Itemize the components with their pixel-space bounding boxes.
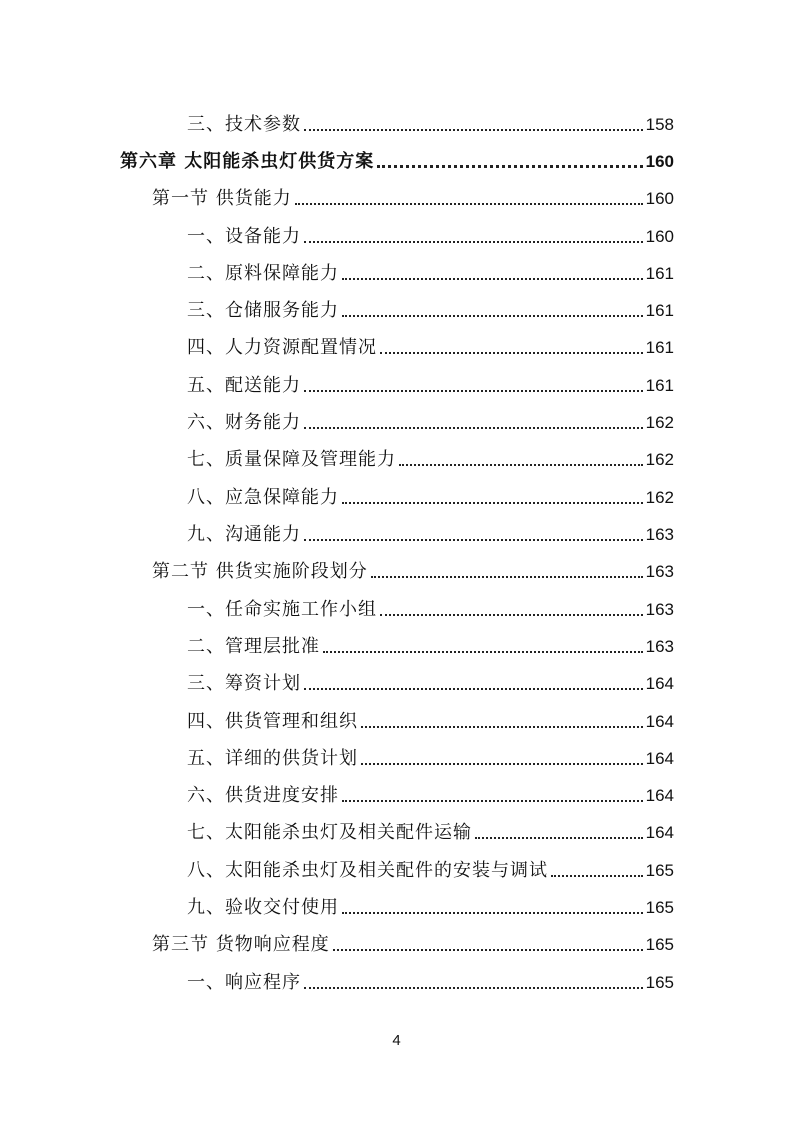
toc-entry-page: 163 bbox=[645, 562, 674, 581]
toc-leader-dots bbox=[380, 614, 643, 616]
toc-leader-dots bbox=[380, 352, 643, 354]
toc-entry[interactable] bbox=[187, 401, 674, 435]
toc-entry-title: 九、验收交付使用 bbox=[187, 897, 339, 918]
toc-leader-dots bbox=[333, 949, 643, 951]
toc-entry-page: 161 bbox=[645, 376, 674, 395]
toc-entry[interactable] bbox=[187, 961, 674, 995]
toc-entry-title: 第六章 太阳能杀虫灯供货方案 bbox=[120, 151, 375, 172]
toc-entry-title: 第三节 货物响应程度 bbox=[152, 934, 330, 955]
toc-entry[interactable] bbox=[187, 662, 674, 696]
toc-leader-dots bbox=[342, 800, 643, 802]
toc-entry-page: 161 bbox=[645, 338, 674, 357]
toc-entry-title: 一、设备能力 bbox=[187, 226, 301, 247]
toc-entry[interactable] bbox=[187, 476, 674, 510]
toc-entry-page: 165 bbox=[645, 973, 674, 992]
toc-entry-title: 九、沟通能力 bbox=[187, 524, 301, 545]
toc-entry-title: 第一节 供货能力 bbox=[152, 188, 292, 209]
toc-entry[interactable] bbox=[187, 364, 674, 398]
toc-entry-page: 162 bbox=[645, 488, 674, 507]
toc-leader-dots bbox=[342, 912, 643, 914]
toc-entry-page: 161 bbox=[645, 264, 674, 283]
toc-entry[interactable] bbox=[187, 289, 674, 323]
toc-entry-title: 四、供货管理和组织 bbox=[187, 711, 358, 732]
toc-leader-dots bbox=[371, 576, 643, 578]
toc-leader-dots bbox=[304, 539, 643, 541]
toc-entry[interactable] bbox=[187, 886, 674, 920]
toc-entry-page: 160 bbox=[645, 227, 674, 246]
toc-entry-title: 八、太阳能杀虫灯及相关配件的安装与调试 bbox=[187, 860, 548, 881]
toc-entry[interactable] bbox=[187, 774, 674, 808]
toc-entry[interactable] bbox=[187, 737, 674, 771]
toc-section-entry[interactable] bbox=[152, 923, 674, 957]
toc-entry[interactable] bbox=[187, 849, 674, 883]
toc-section-entry[interactable] bbox=[152, 177, 674, 211]
toc-chapter-entry[interactable] bbox=[120, 140, 674, 174]
toc-entry-page: 165 bbox=[645, 861, 674, 880]
toc-entry-title: 七、质量保障及管理能力 bbox=[187, 449, 396, 470]
toc-entry-title: 五、配送能力 bbox=[187, 375, 301, 396]
toc-leader-dots bbox=[304, 129, 643, 131]
toc-entry-page: 161 bbox=[645, 301, 674, 320]
toc-entry[interactable] bbox=[187, 811, 674, 845]
toc-entry-title: 二、管理层批准 bbox=[187, 636, 320, 657]
toc-entry-title: 五、详细的供货计划 bbox=[187, 748, 358, 769]
toc-leader-dots bbox=[551, 875, 643, 877]
toc-entry[interactable] bbox=[187, 438, 674, 472]
toc-entry-page: 164 bbox=[645, 786, 674, 805]
toc-leader-dots bbox=[342, 278, 643, 280]
toc-leader-dots bbox=[377, 165, 642, 168]
toc-entry-page: 163 bbox=[645, 637, 674, 656]
toc-entry-page: 165 bbox=[645, 898, 674, 917]
toc-leader-dots bbox=[304, 688, 643, 690]
toc-entry-title: 三、技术参数 bbox=[187, 114, 301, 135]
toc-entry-title: 四、人力资源配置情况 bbox=[187, 337, 377, 358]
toc-leader-dots bbox=[361, 726, 643, 728]
toc-entry[interactable] bbox=[187, 215, 674, 249]
toc-entry[interactable] bbox=[187, 252, 674, 286]
toc-entry-page: 164 bbox=[645, 712, 674, 731]
toc-leader-dots bbox=[304, 241, 643, 243]
toc-entry-page: 160 bbox=[645, 189, 674, 208]
toc-entry-page: 165 bbox=[645, 935, 674, 954]
toc-entry-page: 162 bbox=[645, 450, 674, 469]
toc-entry[interactable] bbox=[187, 700, 674, 734]
toc-entry-title: 三、仓储服务能力 bbox=[187, 300, 339, 321]
page-number: 4 bbox=[392, 1032, 401, 1049]
toc-leader-dots bbox=[475, 837, 643, 839]
toc-entry-page: 163 bbox=[645, 600, 674, 619]
toc-section-entry[interactable] bbox=[152, 550, 674, 584]
toc-entry-title: 六、供货进度安排 bbox=[187, 785, 339, 806]
toc-entry-page: 164 bbox=[645, 749, 674, 768]
toc-entry-title: 六、财务能力 bbox=[187, 412, 301, 433]
toc-leader-dots bbox=[342, 315, 643, 317]
toc-leader-dots bbox=[399, 464, 643, 466]
toc-leader-dots bbox=[342, 502, 643, 504]
toc-entry-title: 八、应急保障能力 bbox=[187, 487, 339, 508]
toc-leader-dots bbox=[304, 390, 643, 392]
toc-entry[interactable] bbox=[187, 103, 674, 137]
toc-entry-page: 163 bbox=[645, 525, 674, 544]
toc-entry-title: 一、任命实施工作小组 bbox=[187, 599, 377, 620]
toc-leader-dots bbox=[304, 987, 643, 989]
toc-leader-dots bbox=[295, 203, 643, 205]
toc-entry[interactable] bbox=[187, 625, 674, 659]
toc-entry-page: 162 bbox=[645, 413, 674, 432]
toc-entry[interactable] bbox=[187, 326, 674, 360]
table-of-contents bbox=[0, 103, 793, 1003]
toc-entry-page: 158 bbox=[645, 115, 674, 134]
toc-entry-page: 160 bbox=[645, 152, 674, 171]
toc-entry-title: 第二节 供货实施阶段划分 bbox=[152, 561, 368, 582]
toc-leader-dots bbox=[323, 651, 643, 653]
toc-entry-title: 七、太阳能杀虫灯及相关配件运输 bbox=[187, 822, 472, 843]
toc-entry-title: 一、响应程序 bbox=[187, 972, 301, 993]
toc-leader-dots bbox=[304, 427, 643, 429]
toc-entry[interactable] bbox=[187, 588, 674, 622]
toc-leader-dots bbox=[361, 763, 643, 765]
toc-entry-page: 164 bbox=[645, 674, 674, 693]
toc-entry-title: 二、原料保障能力 bbox=[187, 263, 339, 284]
toc-entry-title: 三、筹资计划 bbox=[187, 673, 301, 694]
toc-entry-page: 164 bbox=[645, 823, 674, 842]
toc-entry[interactable] bbox=[187, 513, 674, 547]
